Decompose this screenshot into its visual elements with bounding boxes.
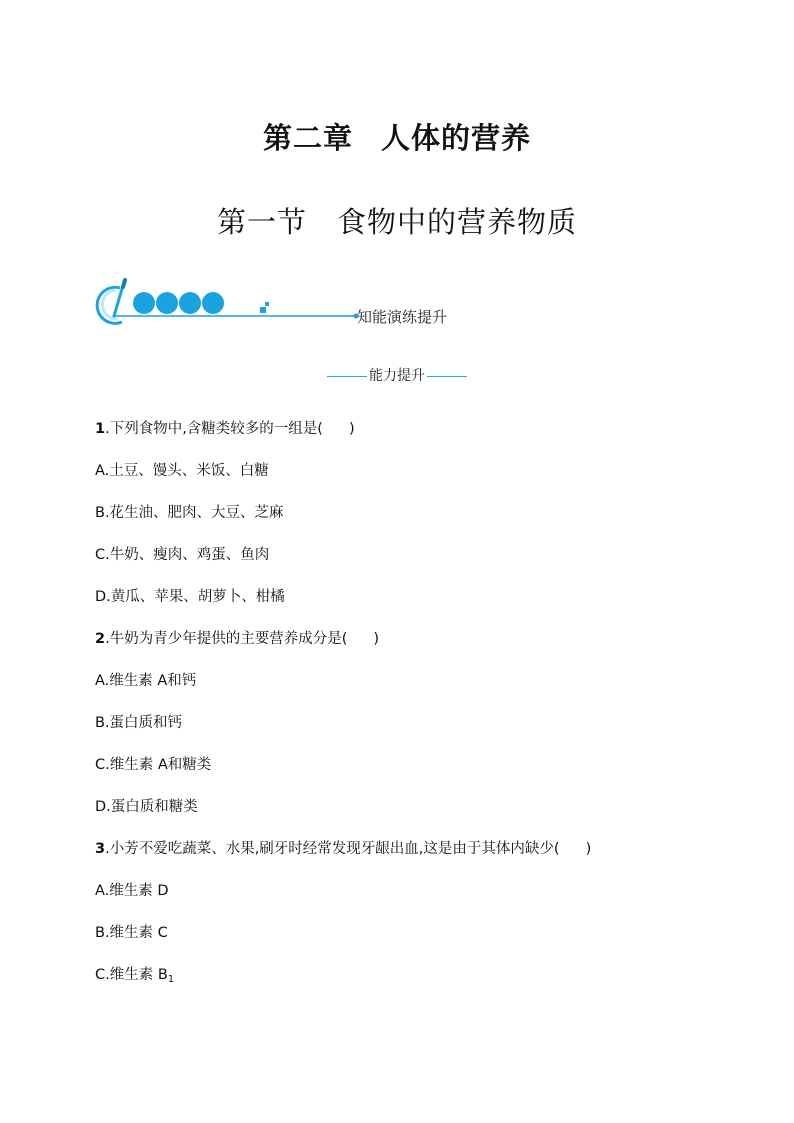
question-list [95, 419, 715, 1007]
banner-dot-1 [133, 292, 155, 314]
banner-square-icon [260, 307, 266, 313]
question-stem: .小芳不爱吃蔬菜、水果,刷牙时经常发现牙龈出血,这是由于其体内缺少( [105, 841, 560, 857]
option-1b: B.花生油、肥肉、大豆、芝麻 [95, 505, 284, 521]
question-stem: .下列食物中,含糖类较多的一组是( [105, 421, 323, 437]
answer-paren-close: ) [585, 841, 592, 857]
section-title [0, 200, 794, 241]
section-name: 食物中的营养物质 [337, 205, 578, 239]
option-2d: D.蛋白质和糖类 [95, 799, 198, 815]
option-2b: B.蛋白质和钙 [95, 715, 183, 731]
answer-paren-close: ) [348, 421, 355, 437]
subheading [0, 365, 794, 385]
question-number: 2 [95, 631, 106, 647]
subheading-text: 能力提升 [369, 368, 425, 384]
chapter-name: 人体的营养 [381, 121, 532, 155]
question-stem: .牛奶为青少年提供的主要营养成分是( [105, 631, 348, 647]
chapter-title [0, 116, 794, 157]
option-2a: A.维生素 A和钙 [95, 673, 197, 689]
banner-dot-4 [202, 292, 224, 314]
option-3c [95, 965, 715, 1007]
question-1 [95, 419, 715, 461]
question-3 [95, 839, 715, 881]
option-3a: A.维生素 D [95, 883, 169, 899]
question-number: 3 [95, 841, 106, 857]
option-2c: C.维生素 A和糖类 [95, 757, 212, 773]
option-1a: A.土豆、馒头、米饭、白糖 [95, 463, 269, 479]
pen-brush-icon [97, 280, 125, 323]
chapter-number: 第二章 [262, 121, 353, 155]
banner-label: 知能演练提升 [357, 308, 448, 326]
question-number: 1 [95, 421, 106, 437]
option-3b: B.维生素 C [95, 925, 168, 941]
option-1d: D.黄瓜、苹果、胡萝卜、柑橘 [95, 589, 285, 605]
option-1c: C.牛奶、瘦肉、鸡蛋、鱼肉 [95, 547, 270, 563]
answer-paren-close: ) [373, 631, 380, 647]
section-number: 第一节 [216, 205, 307, 239]
option-text: C.维生素 B [95, 967, 168, 983]
option-subscript: 1 [167, 974, 175, 985]
banner-dot-3 [179, 292, 201, 314]
banner-dot-2 [156, 292, 178, 314]
question-2 [95, 629, 715, 671]
